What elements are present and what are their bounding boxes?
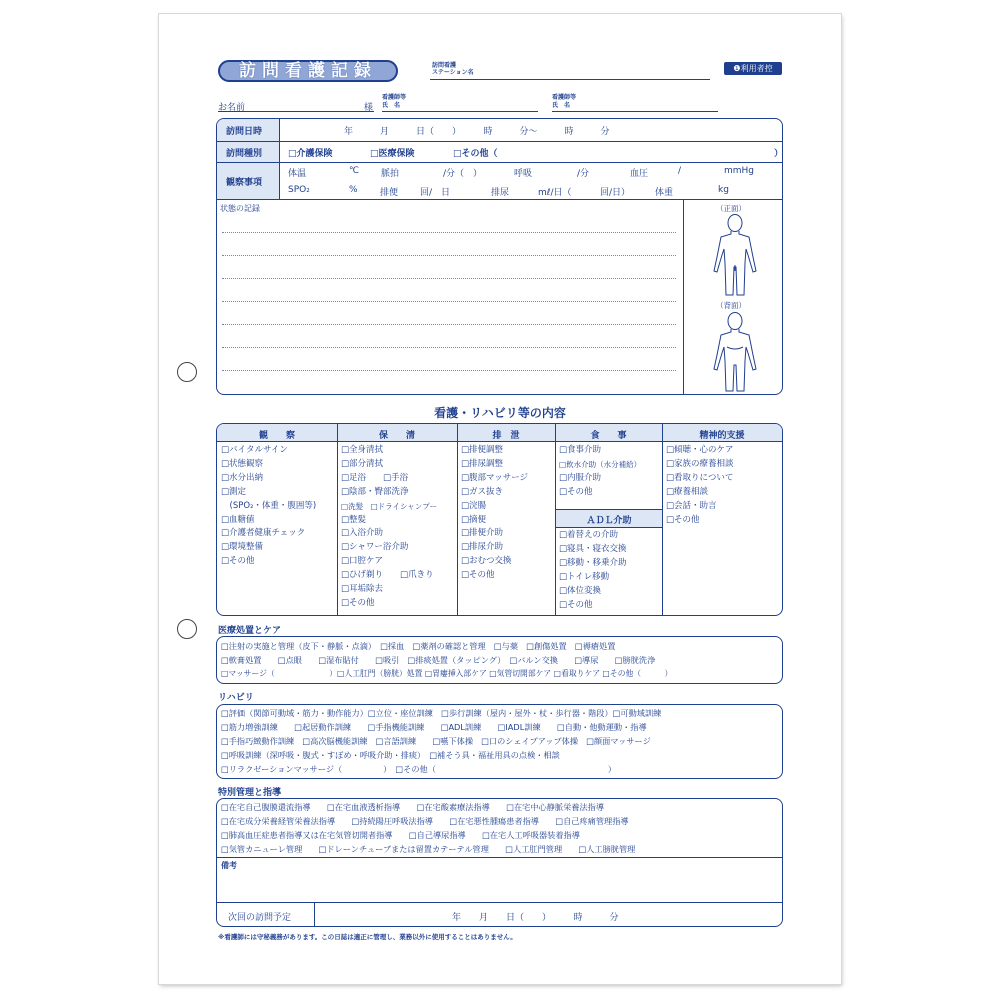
care-list-hygiene <box>341 444 437 611</box>
datetime-value[interactable]: 年 月 日（ ） 時 分〜 時 分 <box>344 127 610 137</box>
care-item[interactable]: □ガス抜き <box>461 486 504 497</box>
record-line[interactable] <box>222 278 676 279</box>
special-line[interactable]: □肺高血圧症患者指導又は在宅気管切開者指導 □自己導尿指導 □在宅人工呼吸器装着指導 <box>221 830 580 840</box>
rehab-line[interactable]: □呼吸訓練（深呼吸・腹式・すぼめ・呼吸介助・排痰） □補そう具・福祉用具の点検・相談 <box>221 750 560 760</box>
care-item[interactable]: □その他 <box>221 556 255 567</box>
special-label: 特別管理と指導 <box>218 788 282 798</box>
punch-hole-upper <box>177 362 197 382</box>
name-line <box>218 111 374 112</box>
care-col-head-excretion: 排 泄 <box>492 431 520 441</box>
care-item[interactable]: □療養相談 <box>666 486 709 497</box>
care-item[interactable]: □その他 <box>559 486 593 497</box>
care-item[interactable]: □摘便 <box>461 514 487 525</box>
care-item[interactable]: □内服介助 <box>559 472 602 483</box>
care-item[interactable]: □その他 <box>461 570 495 581</box>
rehab-line[interactable]: □手指巧緻動作訓練 □高次脳機能訓練 □言語訓練 □嚥下体操 □口のシェイプアップ体操 □顔面マッサージ <box>221 736 651 746</box>
visit-type-close: ） <box>774 149 784 159</box>
care-item[interactable]: □口腔ケア <box>341 556 384 567</box>
body-front-icon <box>705 213 765 297</box>
next-visit-divider <box>217 902 782 903</box>
body-back-icon <box>705 311 765 395</box>
visit-type-care[interactable]: □介護保険 <box>288 149 333 159</box>
obs-urine-count: 回/日） <box>600 188 631 198</box>
care-col-head-hygiene: 保 清 <box>378 431 415 441</box>
care-item[interactable]: □バイタルサイン <box>221 445 288 455</box>
obs-resp-unit: /分 <box>577 169 590 179</box>
care-item[interactable]: □血糖値 <box>221 514 255 525</box>
punch-hole-lower <box>177 619 197 639</box>
medical-label: 医療処置とケア <box>218 626 282 636</box>
name-label: お名前 <box>218 103 246 113</box>
care-item[interactable]: □状態観察 <box>221 458 264 469</box>
care-item[interactable]: □その他 <box>666 514 700 525</box>
care-list-mental <box>666 444 734 527</box>
remarks-label: 備考 <box>221 861 237 870</box>
care-item[interactable]: □食事介助 <box>559 445 602 455</box>
care-item[interactable]: □排便調整 <box>461 445 504 455</box>
medical-line[interactable]: □注射の実施と管理（皮下・静脈・点滴） □採血 □薬剤の確認と管理 □与薬 □創傷処置 □褥瘡処置 <box>221 641 616 651</box>
status-record-label: 状態の記録 <box>220 204 260 213</box>
care-item[interactable]: □着替えの介助 <box>559 530 619 540</box>
visit-info-box <box>216 118 783 395</box>
nurse2-line <box>552 111 718 112</box>
rehab-items <box>221 706 661 776</box>
care-col-divider <box>457 424 458 615</box>
care-item[interactable]: □排便介助 <box>461 528 504 539</box>
record-line[interactable] <box>222 370 676 371</box>
special-line[interactable]: □気管カニューレ管理 □ドレーンチューブまたは留置カテーテル管理 □人工肛門管理 □人工膀胱管理 <box>221 844 636 854</box>
care-item[interactable]: □整髪 <box>341 514 367 525</box>
care-item[interactable]: □その他 <box>559 599 593 610</box>
record-line[interactable] <box>222 232 676 233</box>
medical-line[interactable]: □軟膏処置 □点眼 □湿布貼付 □吸引 □排痰処置（タッピング） □バルン交換 □導尿 □膀胱洗浄 <box>221 655 656 665</box>
remarks-divider <box>217 857 782 858</box>
row-divider-1 <box>217 141 782 142</box>
form-title: 訪問看護記録 <box>218 60 398 82</box>
medical-items <box>221 639 672 681</box>
rehab-line[interactable]: □評価（関節可動域・筋力・動作能力）□立位・座位訓練 □歩行訓練（屋内・屋外・杖・歩行器・階段）□可動域訓練 <box>221 708 662 718</box>
obs-stool: 排便 <box>380 188 399 198</box>
care-item[interactable]: □トイレ移動 <box>559 571 610 582</box>
visit-type-label: 訪問種別 <box>226 149 263 159</box>
visit-label-divider <box>279 119 280 199</box>
special-line[interactable]: □在宅自己腹膜還流指導 □在宅血液透析指導 □在宅酸素療法指導 □在宅中心静脈栄養法指導 <box>221 802 605 812</box>
care-item[interactable]: □その他 <box>341 597 375 608</box>
obs-spo2-unit: % <box>349 185 358 195</box>
care-list-meal <box>559 444 641 500</box>
care-item[interactable]: □洗髪 □ドライシャンプー <box>341 501 438 511</box>
care-item[interactable]: □体位変換 <box>559 585 602 596</box>
obs-bp-unit: mmHg <box>724 166 755 176</box>
figure-divider <box>683 199 684 394</box>
care-heading: 看護・リハビリ等の内容 <box>434 406 566 420</box>
rehab-label: リハビリ <box>218 693 254 703</box>
obs-resp: 呼吸 <box>514 169 533 179</box>
rehab-line[interactable]: □筋力増強訓練 □起居動作訓練 □手指機能訓練 □ADL訓練 □IADL訓練 □自動・他動運動・指導 <box>221 722 647 732</box>
care-col-head-mental: 精神的支援 <box>699 431 745 441</box>
nurse-line <box>382 111 538 112</box>
record-line[interactable] <box>222 301 676 302</box>
nurse-label-name: 氏 名 <box>382 102 401 109</box>
front-label: （正面） <box>716 204 746 213</box>
care-list-excretion <box>461 444 528 583</box>
obs-temp: 体温 <box>288 169 307 179</box>
care-item[interactable]: □腹部マッサージ <box>461 472 529 483</box>
care-item[interactable]: □ひげ剃り □爪きり <box>341 570 434 581</box>
care-item[interactable]: □看取りについて <box>666 472 734 483</box>
station-name-line <box>430 79 710 80</box>
special-line[interactable]: □在宅成分栄養経管栄養法指導 □持続陽圧呼吸法指導 □在宅悪性腫瘍患者指導 □自己疼痛管理指導 <box>221 816 629 826</box>
care-col-divider <box>662 424 663 615</box>
care-item[interactable]: □シャワー浴介助 <box>341 542 409 553</box>
care-item[interactable]: □排尿調整 <box>461 458 504 469</box>
obs-urine: 排尿 <box>491 188 510 198</box>
care-col-head-observation: 観 察 <box>258 431 295 441</box>
obs-pulse: 脈拍 <box>381 169 400 179</box>
observation-label: 観察事項 <box>226 178 263 188</box>
care-item[interactable]: □家族の療養相談 <box>666 458 734 469</box>
care-item[interactable]: □飲水介助（水分補給） <box>559 459 642 469</box>
visit-type-medical[interactable]: □医療保険 <box>370 149 415 159</box>
special-items <box>221 800 635 856</box>
next-visit-label: 次回の訪問予定 <box>228 913 292 923</box>
care-item[interactable]: □おむつ交換 <box>461 556 512 567</box>
care-col-head-meal: 食 事 <box>590 431 627 441</box>
visit-type-other[interactable]: □その他（ <box>453 149 498 159</box>
confidentiality-note: ※看護師には守秘義務があります。この日誌は適正に管理し、業務以外に使用することはありません。 <box>218 933 517 941</box>
care-item[interactable]: □環境整備 <box>221 542 264 553</box>
care-head-divider <box>217 441 782 442</box>
record-line[interactable] <box>222 324 676 325</box>
nurse-label-small: 看護師等 <box>382 94 407 101</box>
station-label-2: ステーション名 <box>432 69 474 76</box>
datetime-label: 訪問日時 <box>226 127 263 137</box>
adl-head: ＡＤＬ介助 <box>586 516 632 526</box>
care-item[interactable]: □会話・助言 <box>666 500 717 511</box>
next-visit-value[interactable]: 年 月 日（ ） 時 分 <box>452 913 619 923</box>
adl-divider-bottom <box>556 527 662 528</box>
station-label-1: 訪問看護 <box>432 62 457 69</box>
back-label: （背面） <box>716 301 746 310</box>
nurse2-label-small: 看護師等 <box>552 94 577 101</box>
rehab-line[interactable]: □リラクゼーションマッサージ（ ） □その他（ ） <box>221 764 617 774</box>
care-item[interactable]: □耳垢除去 <box>341 584 384 595</box>
record-line[interactable] <box>222 255 676 256</box>
obs-bp: 血圧 <box>630 169 649 179</box>
record-line[interactable] <box>222 347 676 348</box>
care-list-observation <box>221 444 316 569</box>
obs-urine-unit: mℓ/日（ <box>538 188 572 198</box>
obs-temp-unit: ℃ <box>349 166 360 176</box>
medical-line[interactable]: □マッサージ（ ）□人工肛門（膀胱）処置 □胃瘻挿入部ケア □気管切開部ケア □看取りケア □その他（ ） <box>221 669 673 678</box>
obs-bp-slash: / <box>678 166 682 176</box>
row-divider-3 <box>217 199 782 200</box>
care-item[interactable]: □介護者健康チェック <box>221 528 306 539</box>
care-col-divider <box>337 424 338 615</box>
copy-badge: ❶利用者控 <box>724 62 782 75</box>
sama-label: 様 <box>364 103 374 113</box>
obs-weight-unit: kg <box>718 185 729 195</box>
care-item[interactable]: □排尿介助 <box>461 542 504 553</box>
obs-stool-unit: 回/ 日 <box>420 188 451 198</box>
care-item[interactable]: □入浴介助 <box>341 528 384 539</box>
care-item[interactable]: □浣腸 <box>461 500 487 511</box>
care-item[interactable]: □移動・移乗介助 <box>559 557 627 568</box>
nurse2-label-name: 氏 名 <box>552 102 571 109</box>
care-item[interactable]: □測定 <box>221 486 247 497</box>
next-visit-col-divider <box>314 902 315 926</box>
care-item[interactable]: □全身清拭 <box>341 445 384 455</box>
care-item[interactable]: □足浴 □手浴 <box>341 472 409 483</box>
care-item[interactable]: □傾聴・心のケア <box>666 445 734 455</box>
obs-spo2: SPO₂ <box>288 185 310 195</box>
care-list-adl <box>559 529 627 612</box>
row-divider-2 <box>217 162 782 163</box>
care-item[interactable]: □寝具・寝衣交換 <box>559 543 627 554</box>
obs-pulse-unit: /分（ ） <box>443 169 483 179</box>
care-item[interactable]: □部分清拭 <box>341 458 384 469</box>
care-item[interactable]: □陰部・臀部洗浄 <box>341 486 409 497</box>
care-item: (SPO₂・体重・腹囲等) <box>221 500 317 511</box>
obs-weight: 体重 <box>655 188 674 198</box>
care-item[interactable]: □水分出納 <box>221 472 264 483</box>
